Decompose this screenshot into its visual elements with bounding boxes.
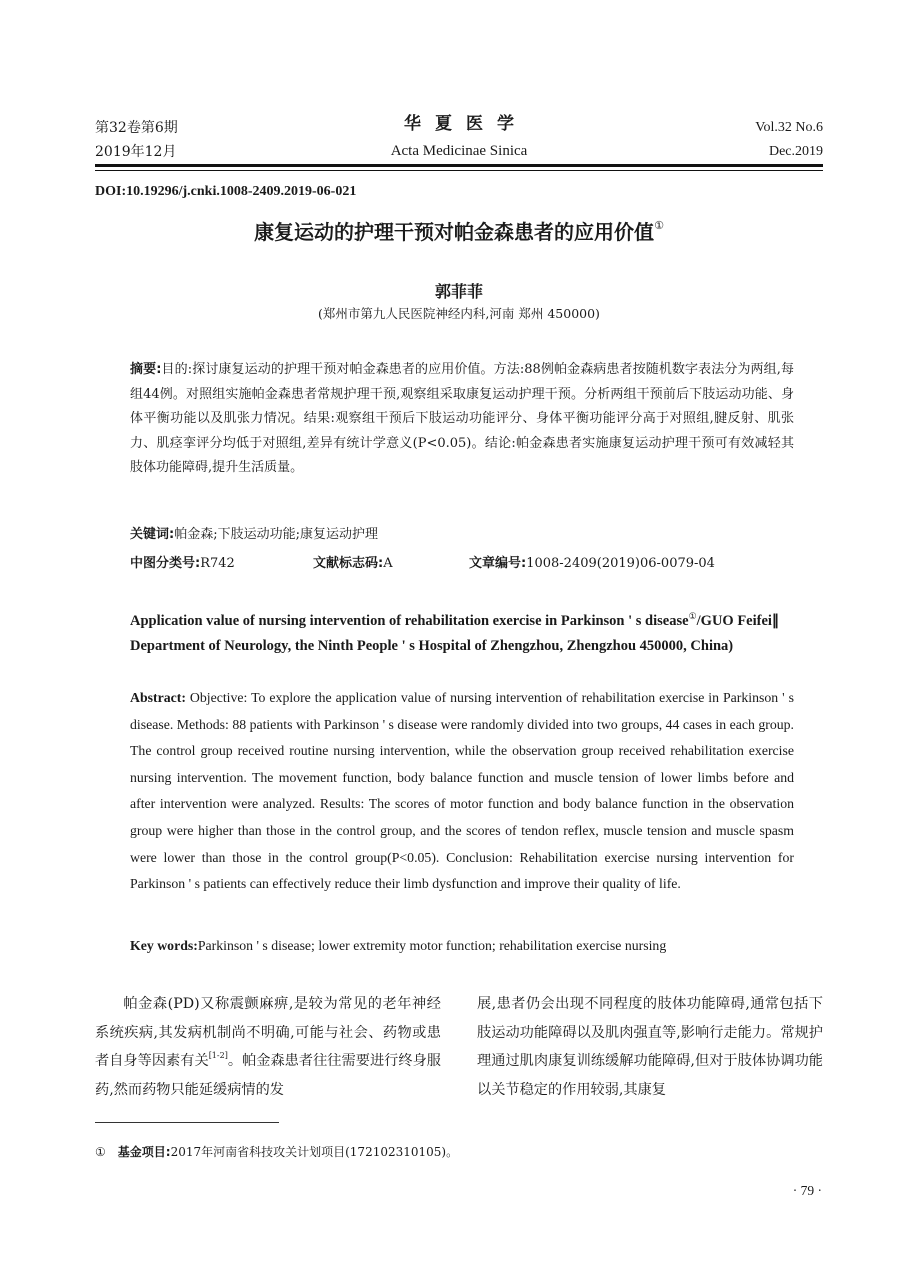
volume-cn: 第32卷第6期 [95,120,178,136]
abstract-en-label: Abstract: [130,690,186,705]
abstract-en [130,685,794,898]
doc-code-label: 文献标志码: [313,556,384,571]
footnote-text: 2017年河南省科技攻关计划项目(172102310105)。 [170,1145,459,1159]
article-title [95,216,823,245]
affiliation: (郑州市第九人民医院神经内科,河南 郑州 450000) [318,306,600,321]
english-title-author: /GUO Feifei∥ Department of Neurology, the Ninth People ' s Hospital of Zhengzhou, Zhengzhou 450000, China) [130,612,780,654]
date-en: Dec.2019 [768,144,823,159]
title-footnote-mark: ① [654,219,664,232]
header-center [95,110,823,164]
keywords-en [130,934,794,958]
doc-code-value: A [383,556,393,571]
clc-label: 中图分类号: [130,556,201,571]
keywords-cn-label: 关键词: [130,527,175,542]
abstract-en-text: Objective: To explore the application value of nursing intervention of rehabilitation exercise in Parkinson ' s disease. Methods: 88 patients with Parkinson ' s disease were randomly divided into two groups, 44 cases in each group. The control group received routine nursing intervention, while the observation group received rehabilitation exercise nursing intervention. The movement function, body balance function and muscle tension of lower limbs before and after intervention were analyzed. Results: The scores of motor function and body balance function in the observation group were higher than those in the control group, and the scores of tendon reflex, muscle tension and muscle spasm were lower than those in the control group(P<0.05). Conclusion: Rehabilitation exercise nursing intervention for Parkinson ' s patients can effectively reduce their limb dysfunction and improve their quality of life. [130,690,794,892]
body-left-text-a: 帕金森(PD)又称震颤麻痹,是较为常见的老年神经系统疾病,其发病机制尚不明确,可能与社会、药物或患者自身等因素有关 [95,996,441,1069]
date-cn: 2019年12月 [95,144,177,160]
abstract-cn-label: 摘要: [130,362,162,377]
citation: [1-2] [208,1051,228,1060]
keywords-cn [130,523,794,547]
header-rule-thick [95,164,823,167]
english-title-mark: ① [688,611,697,621]
keywords-en-label: Key words: [130,938,198,953]
keywords-en-text: Parkinson ' s disease; lower extremity motor function; rehabilitation exercise nursing [197,938,667,953]
english-title [130,604,794,659]
article-number [469,552,715,576]
keywords-cn-text: 帕金森;下肢运动功能;康复运动护理 [174,527,378,542]
header-rule-thin [95,170,823,171]
article-title-text: 康复运动的护理干预对帕金森患者的应用价值 [254,220,655,244]
english-title-text: Application value of nursing intervention of rehabilitation exercise in Parkinson ' s disease [130,612,689,629]
footnote-rule [95,1122,279,1123]
abstract-cn-text: 目的:探讨康复运动的护理干预对帕金森患者的应用价值。方法:88例帕金森病患者按随机数字表法分为两组,每组44例。对照组实施帕金森患者常规护理干预,观察组采取康复运动护理干预。分析两组干预前后下肢运动功能、身体平衡功能以及肌张力情况。结果:观察组干预后下肢运动功能评分、身体平衡功能评分高于对照组,腱反射、肌张力、肌痉挛评分均低于对照组,差异有统计学意义(P<0.05)。结论:帕金森患者实施康复运动护理干预可有效减轻其肢体功能障碍,提升生活质量。 [130,362,795,475]
body-right-text: 展,患者仍会出现不同程度的肢体功能障碍,通常包括下肢运动功能障碍以及肌肉强直等,影响行走能力。常规护理通过肌肉康复训练缓解功能障碍,但对于肢体协调功能以关节稳定的作用较弱,其康复 [477,996,823,1098]
article-number-value: 1008-2409(2019)06-0079-04 [526,556,715,571]
document-code [313,552,393,576]
body-column-right [477,990,823,1104]
abstract-cn [130,358,794,481]
journal-name-cn: 华夏医学 [404,114,528,134]
footnote [95,1143,458,1160]
page-number: · 79 · [792,1183,822,1198]
journal-header [95,116,823,166]
body-left-text-b: 。帕金森患者往往需要进行终身服药,然而药物只能延缓病情的发 [95,1053,441,1098]
footnote-label: 基金项目: [117,1145,171,1159]
article-number-label: 文章编号: [469,556,527,571]
journal-name-en: Acta Medicinae Sinica [390,143,528,159]
author: 郭菲菲 [434,282,483,301]
clc-number [130,552,235,576]
clc-value: R742 [200,556,235,571]
body-column-left [95,990,441,1104]
volume-en: Vol.32 No.6 [755,120,823,135]
header-right [755,116,823,164]
footnote-mark: ① [95,1145,106,1159]
doi: DOI:10.19296/j.cnki.1008-2409.2019-06-021 [95,184,357,199]
